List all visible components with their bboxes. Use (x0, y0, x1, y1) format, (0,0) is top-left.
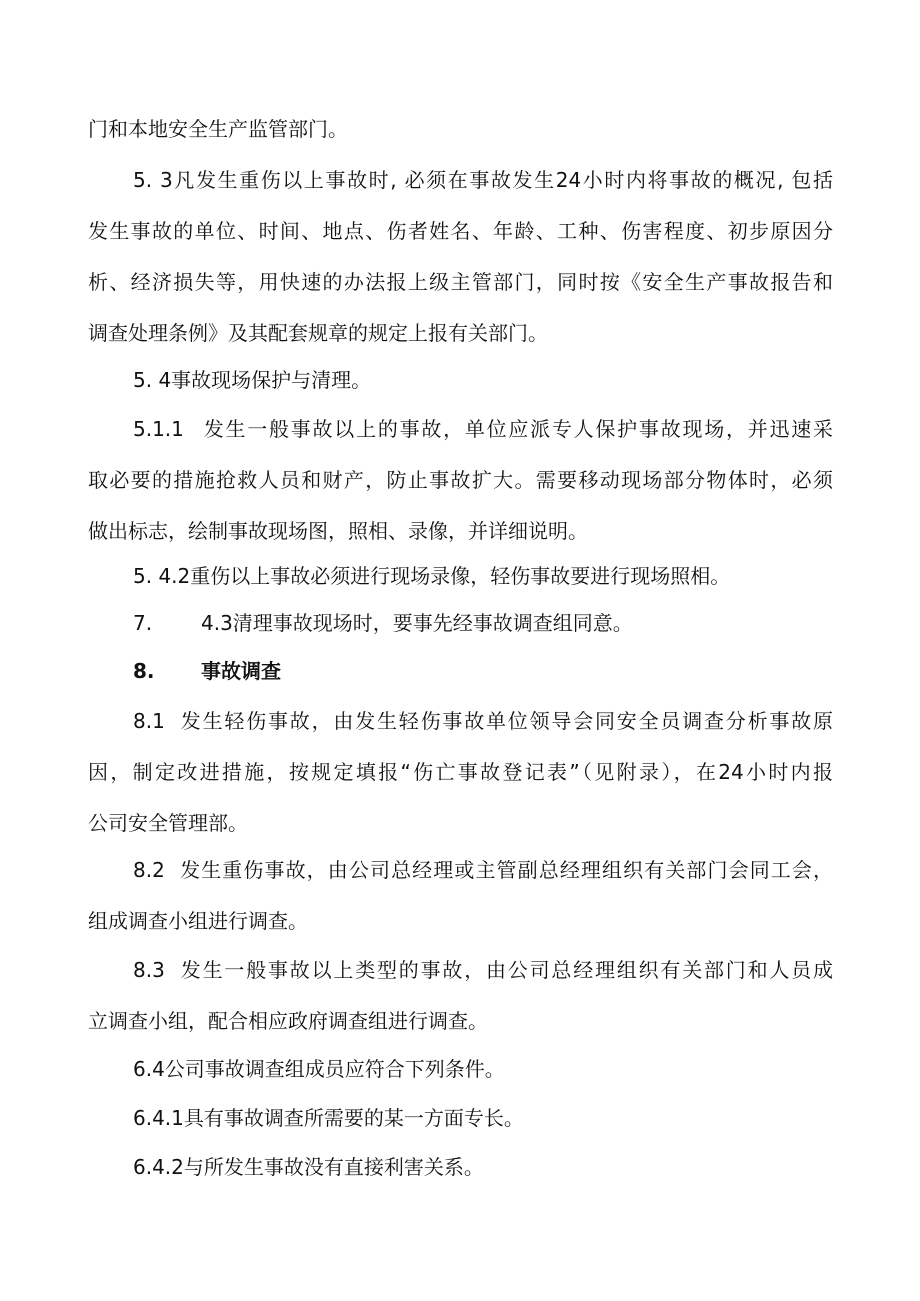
text-line (88, 598, 833, 649)
text-line (88, 945, 833, 996)
paragraph-continuation (88, 104, 833, 155)
paragraph-5-4-2 (88, 551, 833, 602)
text-line (88, 845, 833, 896)
text-segment: 发生重伤事故，由公司总经理或主管副总经理组织有关部门会同工会， (179, 858, 833, 882)
text-segment: 发生一般事故以上类型的事故，由公司总经理组织有关部门和人员成 (179, 958, 833, 982)
text-line: 立调查小组，配合相应政府调查组进行调查。 (88, 1009, 488, 1033)
text-line (88, 696, 833, 747)
text-line: 组成调查小组进行调查。 (88, 909, 308, 933)
text-segment: 4.3清理事故现场时，要事先经事故调查组同意。 (201, 611, 633, 635)
text-line: 因，制定改进措施，按规定填报“伤亡事故登记表”（见附录），在24小时内报 (88, 760, 833, 784)
paragraph-number: 8.2 (133, 858, 165, 882)
text-line: 调查处理条例》及其配套规章的规定上报有关部门。 (88, 321, 548, 345)
paragraph-number: 7. (133, 611, 153, 635)
text-line: 6.4.1具有事故调查所需要的某一方面专长。 (133, 1106, 524, 1130)
text-line (88, 646, 833, 697)
paragraph-5-3 (88, 155, 833, 359)
text-segment: 发生一般事故以上的事故，单位应派专人保护事故现场，并迅速采 (202, 417, 833, 441)
paragraph-8-3 (88, 945, 833, 1047)
paragraph-5-4 (88, 355, 833, 406)
paragraph-6-4-1 (88, 1093, 833, 1144)
paragraph-number: 8.3 (133, 958, 165, 982)
text-line: 6.4公司事故调查组成员应符合下列条件。 (133, 1057, 505, 1081)
text-line: 5. 4.2重伤以上事故必须进行现场录像，轻伤事故要进行现场照相。 (133, 564, 731, 588)
text-line: 做出标志，绘制事故现场图，照相、录像，并详细说明。 (88, 519, 588, 543)
paragraph-number: 8. (133, 659, 155, 683)
text-line: 5. 4事故现场保护与清理。 (133, 368, 372, 392)
paragraph-6-4 (88, 1044, 833, 1095)
paragraph-6-4-2 (88, 1142, 833, 1193)
text-line: 公司安全管理部。 (88, 811, 248, 835)
text-line: 5. 3凡发生重伤以上事故时, 必须在事故发生24小时内将事故的概况, 包括 (133, 168, 833, 192)
text-line: 取必要的措施抢救人员和财产，防止事故扩大。需要移动现场部分物体时，必须 (88, 468, 833, 492)
section-heading-8 (88, 646, 833, 697)
paragraph-number: 5.1.1 (133, 417, 184, 441)
paragraph-8-2 (88, 845, 833, 947)
text-line: 析、经济损失等，用快速的办法报上级主管部门，同时按《安全生产事故报告和 (88, 270, 833, 294)
paragraph-7 (88, 598, 833, 649)
text-line: 发生事故的单位、时间、地点、伤者姓名、年龄、工种、伤害程度、初步原因分 (88, 219, 833, 243)
text-line: 门和本地安全生产监管部门。 (88, 117, 348, 141)
text-line (88, 404, 833, 455)
paragraph-8-1 (88, 696, 833, 849)
paragraph-5-1-1 (88, 404, 833, 557)
text-segment: 发生轻伤事故，由发生轻伤事故单位领导会同安全员调查分析事故原 (179, 709, 833, 733)
paragraph-number: 8.1 (133, 709, 165, 733)
heading-text: 事故调查 (201, 659, 281, 683)
text-line: 6.4.2与所发生事故没有直接利害关系。 (133, 1155, 484, 1179)
